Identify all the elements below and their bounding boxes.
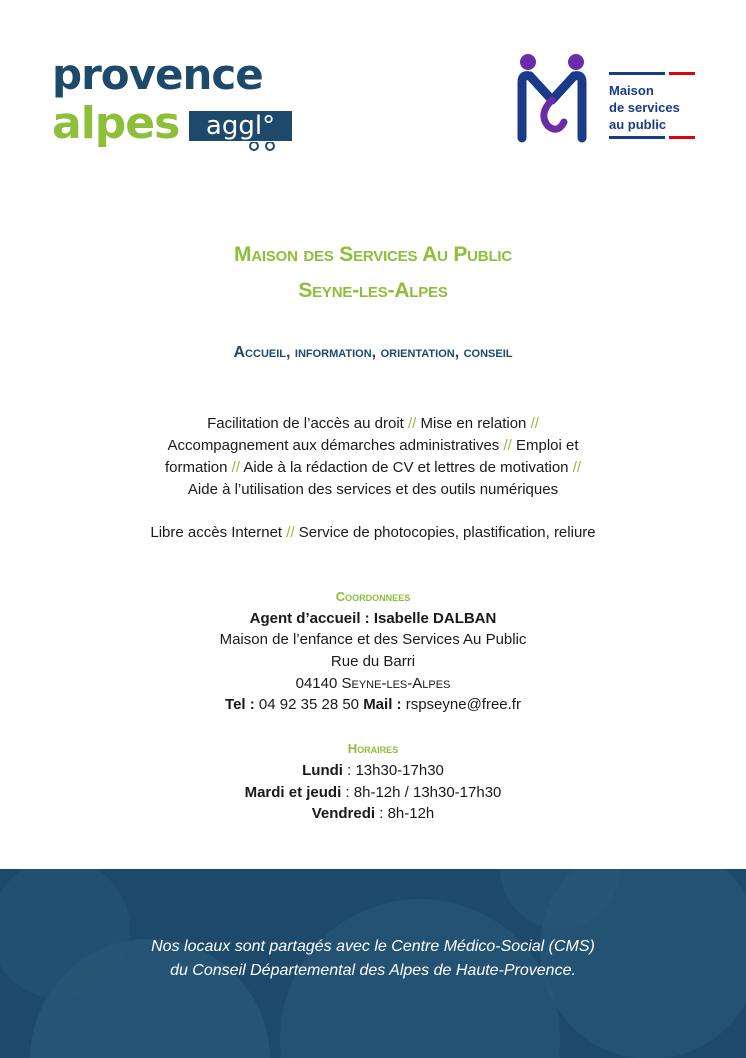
logo-agglo-badge: aggl° <box>189 111 292 141</box>
city: Seyne-les-Alpes <box>341 675 451 692</box>
hours-row-monday <box>0 760 746 782</box>
page-title: Maison des Services Au Public <box>233 243 513 266</box>
hours-heading: Horaires <box>347 741 399 756</box>
footer-line-2: du Conseil Départemental des Alpes de Haute-Provence. <box>170 962 576 979</box>
hours-row-friday <box>0 803 746 825</box>
logo-alpes-text: alpes <box>52 98 180 149</box>
msap-logo-icon <box>514 52 590 144</box>
tel-value: 04 92 35 28 50 <box>254 696 364 713</box>
postcode: 04140 <box>295 675 342 692</box>
service-text: Accompagnement aux démarches administratives <box>167 437 504 454</box>
service-text: Mise en relation <box>416 415 531 432</box>
hours-day: Mardi et jeudi <box>244 784 342 801</box>
address-line-1: Maison de l’enfance et des Services Au Public <box>219 631 527 648</box>
service-text: Aide à la rédaction de CV et lettres de motivation <box>240 459 573 476</box>
hours-row-tue-thu <box>0 782 746 804</box>
page-title-location: Seyne-les-Alpes <box>298 279 448 302</box>
phone-mail-line <box>0 694 746 716</box>
contact-heading: Coordonnees <box>335 589 411 604</box>
mail-label: Mail : <box>363 696 402 713</box>
msap-line-3: au public <box>609 117 667 132</box>
agent-line <box>0 608 746 630</box>
service-text: Emploi et <box>511 437 579 454</box>
logo-provence-text: provence <box>52 50 263 99</box>
hours-time: : 8h-12h <box>375 805 435 822</box>
mail-value: rspseyne@free.fr <box>401 696 521 713</box>
msap-top-bar <box>609 72 695 75</box>
services-line-2 <box>0 435 746 457</box>
address-line-2: Rue du Barri <box>330 653 416 670</box>
provence-alpes-agglo-logo <box>52 50 302 171</box>
separator: // <box>286 524 295 541</box>
msap-bottom-bar <box>609 136 695 139</box>
hours-day: Vendredi <box>311 805 376 822</box>
logo-agglo-dots <box>244 142 284 152</box>
services-line-3 <box>0 457 746 479</box>
service-text: Service de photocopies, plastification, reliure <box>294 524 596 541</box>
address-line-3 <box>0 673 746 695</box>
separator: // <box>530 415 539 432</box>
msap-line-1: Maison <box>609 83 654 98</box>
agent-label: Agent d’accueil : <box>249 610 370 627</box>
service-text: Libre accès Internet <box>150 524 287 541</box>
footer-banner <box>0 869 746 1058</box>
page-subtitle: Accueil, information, orientation, conseil <box>233 344 513 361</box>
service-text: formation <box>164 459 232 476</box>
footer-line-1: Nos locaux sont partagés avec le Centre Médico-Social (CMS) <box>151 938 595 955</box>
msap-logo-text <box>609 82 680 133</box>
separator: // <box>572 459 582 476</box>
hours-time: : 13h30-17h30 <box>342 762 444 779</box>
hours-day: Lundi <box>302 762 343 779</box>
msap-line-2: de services <box>609 100 680 115</box>
services-line-1 <box>0 413 746 435</box>
separator: // <box>231 459 240 476</box>
services-line-4: Aide à l’utilisation des services et des outils numériques <box>187 481 559 498</box>
service-text: Facilitation de l’accès au droit <box>207 415 408 432</box>
agent-name: Isabelle DALBAN <box>369 610 497 627</box>
separator: // <box>408 415 417 432</box>
services-line-5 <box>0 522 746 544</box>
separator: // <box>503 437 512 454</box>
hours-time: : 8h-12h / 13h30-17h30 <box>341 784 502 801</box>
tel-label: Tel : <box>225 696 255 713</box>
